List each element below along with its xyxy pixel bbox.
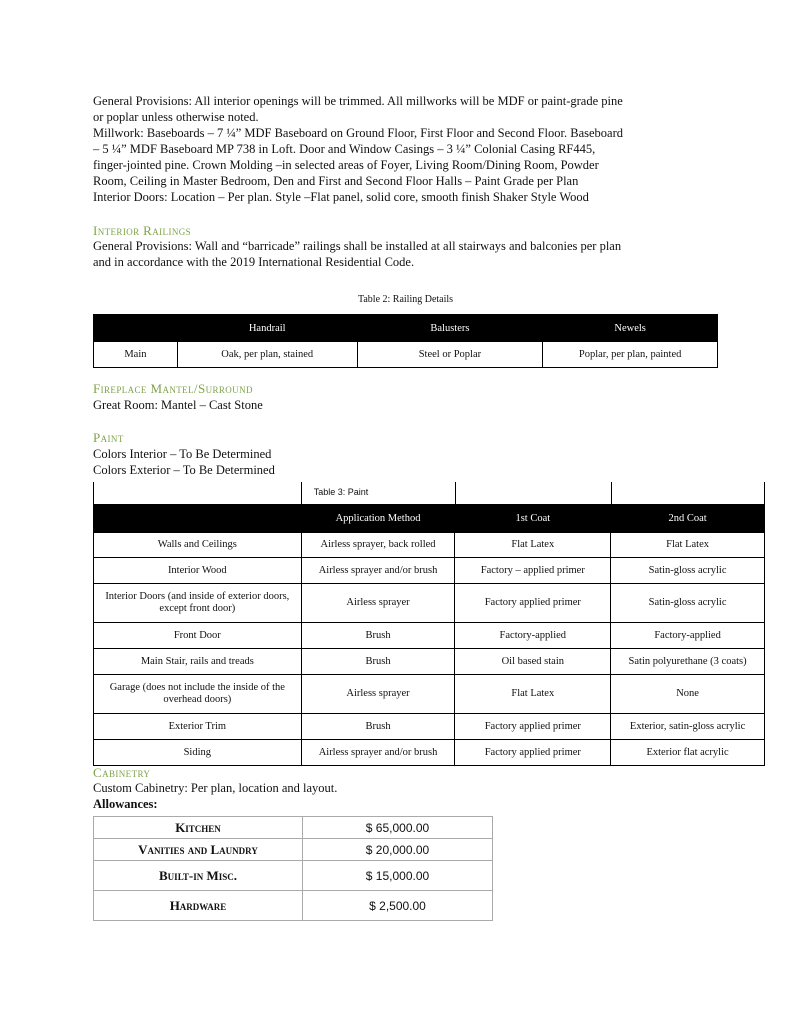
table-cell: Airless sprayer [301,675,455,714]
allowance-label: Vanities and Laundry [94,839,303,861]
table-cell: Oil based stain [455,649,611,675]
table-row [94,714,765,740]
table-cell: Factory – applied primer [455,558,611,584]
table-row [94,817,493,839]
table-cell: Flat Latex [611,533,765,558]
table-cell: Interior Doors (and inside of exterior doors, except front door) [94,584,302,623]
table-cell: Airless sprayer [301,584,455,623]
railings-heading: Interior Railings [93,223,192,238]
allowance-amount: $ 20,000.00 [303,839,493,861]
table-cell: Factory applied primer [455,740,611,766]
table-cell: Satin-gloss acrylic [611,558,765,584]
table-cell: Main [94,342,178,368]
table-border [764,482,765,504]
table-header-cell: Balusters [357,315,543,342]
paint-line: Colors Interior – To Be Determined [93,447,272,461]
table-header-cell: Newels [543,315,718,342]
table-border [93,482,94,504]
table-cell: Airless sprayer and/or brush [301,740,455,766]
paint-table [93,504,765,766]
table-header-cell [94,505,302,533]
table-row [94,649,765,675]
table-cell: Flat Latex [455,533,611,558]
intro-line: Millwork: Baseboards – 7 ¼” MDF Baseboard on Ground Floor, First Floor and Second Floor. Baseboard [93,126,624,140]
paint-heading: Paint [93,430,124,445]
table-row [94,861,493,891]
table-cell: None [611,675,765,714]
table-cell: Airless sprayer, back rolled [301,533,455,558]
allowance-amount: $ 2,500.00 [303,891,493,921]
table-cell: Factory applied primer [455,714,611,740]
table-row [94,675,765,714]
table-row [94,584,765,623]
table-cell: Brush [301,623,455,649]
table-header-cell: 1st Coat [455,505,611,533]
table-cell: Satin polyurethane (3 coats) [611,649,765,675]
table-cell: Walls and Ceilings [94,533,302,558]
railings-line: General Provisions: Wall and “barricade” railings shall be installed at all stairways and balconies per plan [93,239,622,253]
intro-line: General Provisions: All interior openings will be trimmed. All millworks will be MDF or paint-grade pine [93,94,623,108]
table-cell: Steel or Poplar [357,342,543,368]
table-cell: Exterior, satin-gloss acrylic [611,714,765,740]
table-cell: Interior Wood [94,558,302,584]
table-header-cell: 2nd Coat [611,505,765,533]
table-row [94,839,493,861]
table-border [611,482,612,504]
table-cell: Poplar, per plan, painted [543,342,718,368]
table-row [94,740,765,766]
allowance-amount: $ 65,000.00 [303,817,493,839]
table-cell: Brush [301,714,455,740]
intro-line: or poplar unless otherwise noted. [93,110,259,124]
intro-line: finger-jointed pine. Crown Molding –in selected areas of Foyer, Living Room/Dining Room, Powder [93,158,599,172]
intro-line: Room, Ceiling in Master Bedroom, Den and First and Second Floor Halls – Paint Grade per Plan [93,174,579,188]
table-cell: Factory applied primer [455,584,611,623]
table-cell: Factory-applied [455,623,611,649]
paint-line: Colors Exterior – To Be Determined [93,463,275,477]
table-cell: Exterior flat acrylic [611,740,765,766]
table-cell: Brush [301,649,455,675]
table-header-cell: Handrail [177,315,357,342]
allowance-label: Hardware [94,891,303,921]
allowances-table [93,816,493,921]
table-header-cell [94,315,178,342]
table-cell: Siding [94,740,302,766]
allowances-label: Allowances: [93,797,158,811]
table-cell: Exterior Trim [94,714,302,740]
table-header-cell: Application Method [301,505,455,533]
table-cell: Front Door [94,623,302,649]
intro-line: – 5 ¼” MDF Baseboard MP 738 in Loft. Door and Window Casings – 3 ¼” Colonial Casing RF445, [93,142,596,156]
railing-table-caption: Table 2: Railing Details [357,294,454,305]
table-cell: Flat Latex [455,675,611,714]
table-cell: Main Stair, rails and treads [94,649,302,675]
paint-table-caption-row [93,482,765,504]
table-cell: Satin-gloss acrylic [611,584,765,623]
fireplace-heading: Fireplace Mantel/Surround [93,381,253,396]
allowance-label: Built-in Misc. [94,861,303,891]
fireplace-line: Great Room: Mantel – Cast Stone [93,398,263,412]
table-row [94,558,765,584]
intro-line: Interior Doors: Location – Per plan. Style –Flat panel, solid core, smooth finish Shaker Style Wood [93,190,589,204]
table-cell: Factory-applied [611,623,765,649]
table-row [94,342,718,368]
paint-table-caption: Table 3: Paint [313,487,369,497]
table-header-row [94,315,718,342]
railings-line: and in accordance with the 2019 International Residential Code. [93,255,415,269]
allowance-amount: $ 15,000.00 [303,861,493,891]
table-cell: Oak, per plan, stained [177,342,357,368]
table-cell: Airless sprayer and/or brush [301,558,455,584]
table-row [94,623,765,649]
table-header-row [94,505,765,533]
table-cell: Garage (does not include the inside of the overhead doors) [94,675,302,714]
cabinetry-heading: Cabinetry [93,765,151,780]
allowance-label: Kitchen [94,817,303,839]
cabinetry-line: Custom Cabinetry: Per plan, location and layout. [93,781,338,795]
table-row [94,533,765,558]
table-border [455,482,456,504]
railing-table [93,314,718,368]
table-row [94,891,493,921]
